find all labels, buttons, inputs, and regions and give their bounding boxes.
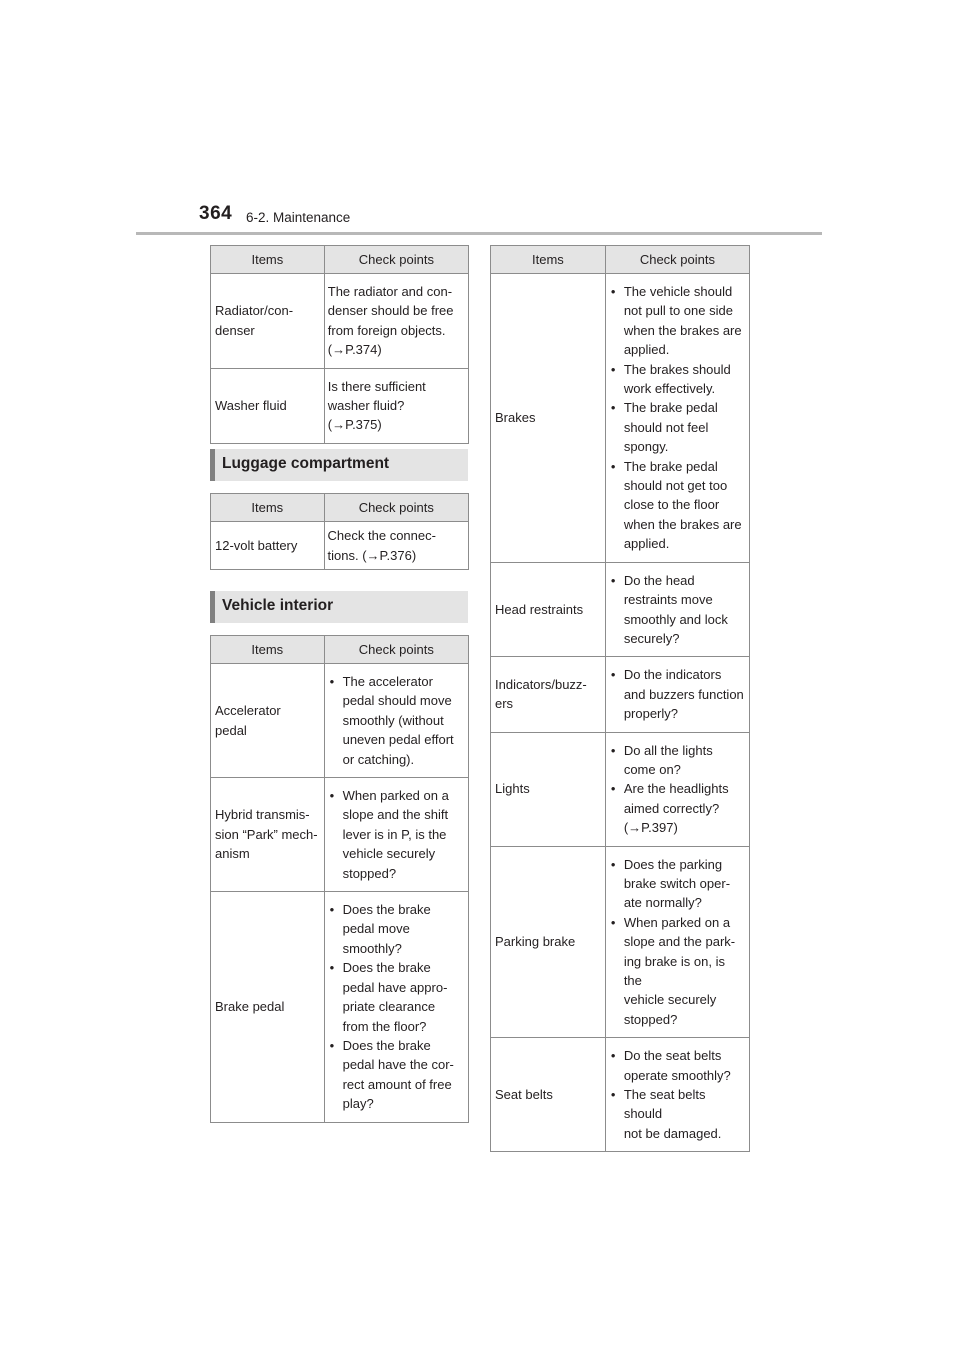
item-cell (491, 657, 606, 732)
item-text: Head restraints (495, 601, 584, 617)
check-cell (324, 368, 468, 443)
check-cell (324, 664, 468, 778)
column-header-items: Items (211, 636, 325, 664)
table-row (491, 274, 750, 563)
column-header-items: Items (211, 494, 325, 522)
bullet-item: • Does the brake pedal have appro- priate clearance from the floor? (328, 958, 464, 1036)
bullet-list (609, 741, 745, 838)
bullet-list (609, 665, 745, 723)
item-cell (211, 522, 325, 570)
column-header-check-points: Check points (605, 246, 749, 274)
bullet-item: • Does the brake pedal move smoothly? (328, 900, 464, 958)
bullet-item: • The brake pedal should not get too close to the floor when the brakes are applied. (609, 457, 745, 554)
bullet-item: • When parked on a slope and the park- ing brake is on, is the vehicle securely stopped? (609, 913, 745, 1029)
vehicle-interior-table-continued (490, 245, 750, 1152)
heading-text: Vehicle interior (222, 597, 334, 614)
table-header-row (211, 636, 469, 664)
table-header-row (491, 246, 750, 274)
item-text: Hybrid transmis- sion “Park” mech- anism (215, 807, 318, 862)
bullet-list (328, 900, 464, 1113)
bullet-item: • When parked on a slope and the shift lever is in P, is the vehicle securely stopped? (328, 786, 464, 883)
check-cell (605, 657, 749, 732)
table-row (211, 368, 469, 443)
column-header-items: Items (491, 246, 606, 274)
check-text: The radiator and con- denser should be free from foreign objects. (→P.374) (327, 284, 454, 358)
header-rule (136, 232, 822, 235)
table-row (211, 778, 469, 892)
item-text: Washer fluid (215, 398, 287, 414)
item-text: 12-volt battery (215, 537, 298, 553)
bullet-list (328, 672, 464, 769)
page-header (0, 0, 960, 240)
luggage-compartment-heading (210, 449, 468, 481)
item-text: Accelerator pedal (215, 703, 281, 738)
check-cell (605, 732, 749, 846)
check-cell (324, 778, 468, 892)
column-header-items: Items (211, 246, 325, 274)
bullet-item: • The brake pedal should not feel spongy. (609, 398, 745, 456)
item-text: Indicators/buzz- ers (495, 677, 587, 712)
heading-text: Luggage compartment (222, 455, 390, 472)
heading-accent-bar (210, 591, 215, 623)
bullet-item: • Do the seat belts operate smoothly? (609, 1046, 745, 1085)
table-row (491, 562, 750, 657)
check-text: Check the connec- tions. (→P.376) (327, 528, 436, 563)
bullet-item: • Does the brake pedal have the cor- rect amount of free play? (328, 1036, 464, 1114)
table-header-row (211, 494, 469, 522)
bullet-item: • Do all the lights come on? (609, 741, 745, 780)
column-header-check-points: Check points (324, 246, 468, 274)
item-text: Brakes (495, 410, 536, 426)
bullet-item: • Are the headlights aimed correctly? (→P.397) (609, 779, 745, 837)
item-text: Parking brake (495, 934, 576, 950)
item-cell (211, 274, 325, 369)
bullet-item: • The brakes should work effectively. (609, 360, 745, 399)
check-cell (605, 846, 749, 1038)
bullet-item: • The seat belts should not be damaged. (609, 1085, 745, 1143)
item-cell (491, 562, 606, 657)
section-title: 6-2. Maintenance (246, 210, 351, 225)
table-row (491, 846, 750, 1038)
item-text: Seat belts (495, 1087, 553, 1103)
bullet-list (328, 786, 464, 883)
table-header-row (211, 246, 469, 274)
engine-checks-table (210, 245, 469, 444)
bullet-list (609, 1046, 745, 1143)
table-row (491, 732, 750, 846)
bullet-item: • The accelerator pedal should move smoothly (without uneven pedal effort or catching). (328, 672, 464, 769)
column-header-check-points: Check points (324, 636, 468, 664)
item-text: Radiator/con- denser (215, 303, 294, 338)
column-header-check-points: Check points (324, 494, 468, 522)
bullet-list (609, 855, 745, 1030)
heading-accent-bar (210, 449, 215, 481)
item-cell (491, 274, 606, 563)
item-cell (211, 892, 325, 1122)
table-row (211, 274, 469, 369)
check-cell (324, 522, 468, 570)
vehicle-interior-heading (210, 591, 468, 623)
table-row (491, 1038, 750, 1152)
bullet-list (609, 282, 745, 554)
check-cell (605, 562, 749, 657)
check-text: Is there sufficient washer fluid? (→P.375) (327, 378, 426, 433)
table-row (491, 657, 750, 732)
item-cell (491, 846, 606, 1038)
check-cell (324, 274, 468, 369)
check-cell (605, 274, 749, 563)
bullet-item: • Does the parking brake switch oper- ate normally? (609, 855, 745, 913)
item-cell (211, 664, 325, 778)
item-text: Brake pedal (215, 999, 285, 1015)
table-row (211, 892, 469, 1122)
check-cell (324, 892, 468, 1122)
bullet-item: • The vehicle should not pull to one side when the brakes are applied. (609, 282, 745, 360)
item-cell (211, 778, 325, 892)
table-row (211, 664, 469, 778)
vehicle-interior-table (210, 635, 469, 1123)
bullet-item: • Do the head restraints move smoothly and lock securely? (609, 571, 745, 649)
page-number: 364 (199, 203, 233, 224)
item-text: Lights (495, 781, 530, 797)
bullet-list (609, 571, 745, 649)
item-cell (211, 368, 325, 443)
check-cell (605, 1038, 749, 1152)
bullet-item: • Do the indicators and buzzers function properly? (609, 665, 745, 723)
item-cell (491, 1038, 606, 1152)
table-row (211, 522, 469, 570)
item-cell (491, 732, 606, 846)
luggage-compartment-table (210, 493, 469, 570)
